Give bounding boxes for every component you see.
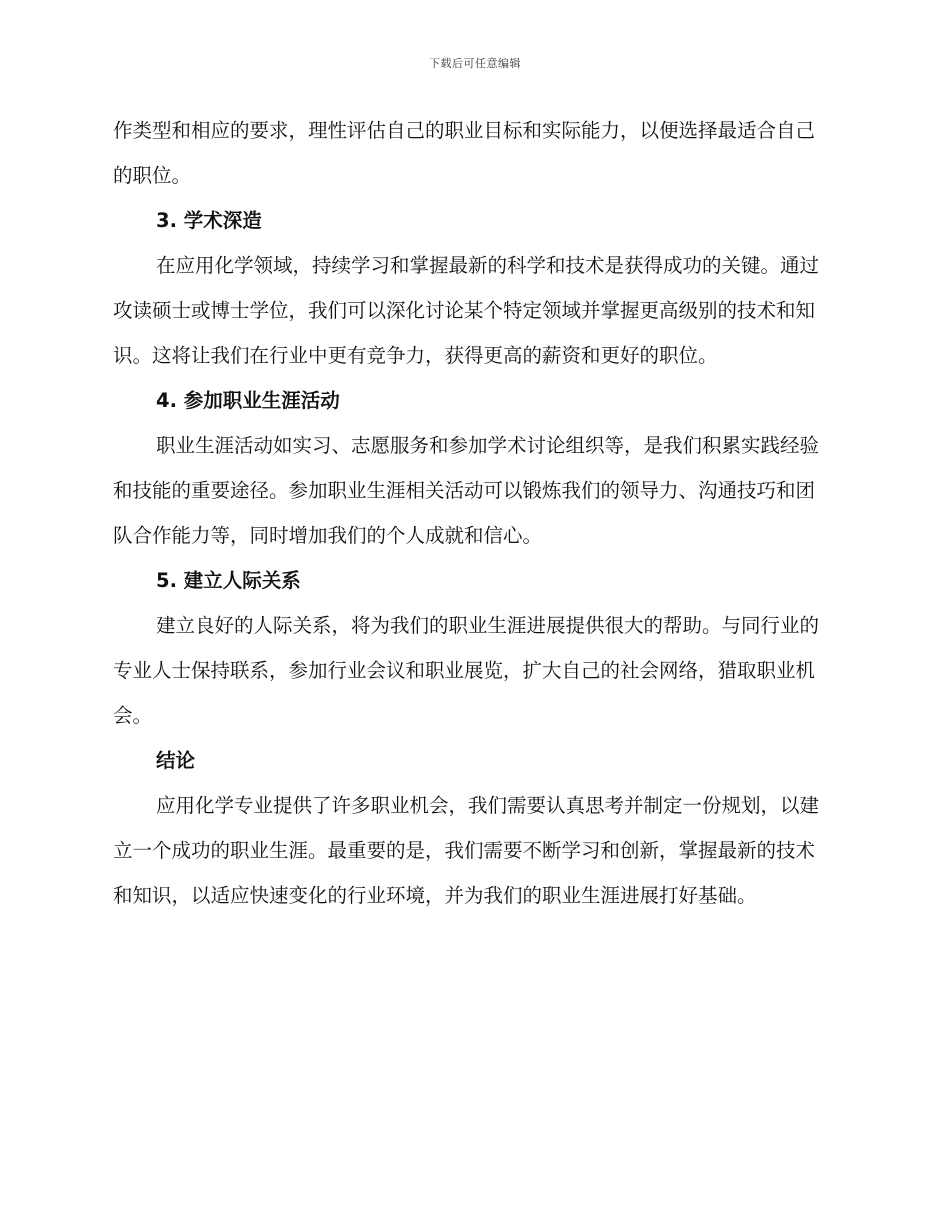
page-header: 下载后可任意编辑 [429, 57, 521, 70]
section-paragraph-career-activities: 职业生涯活动如实习、志愿服务和参加学术讨论组织等，是我们积累实践经验和技能的重要途径。参加职业生涯相关活动可以锻炼我们的领导力、沟通技巧和团队合作能力等，同时增加我们的个人成就和信心。 [113, 434, 820, 547]
section-paragraph-academic: 在应用化学领域，持续学习和掌握最新的科学和技术是获得成功的关键。通过攻读硕士或博士学位，我们可以深化讨论某个特定领域并掌握更高级别的技术和知识。这将让我们在行业中更有竞争力，获得更高的薪资和更好的职位。 [113, 254, 820, 367]
section-paragraph-conclusion: 应用化学专业提供了许多职业机会，我们需要认真思考并制定一份规划，以建立一个成功的职业生涯。最重要的是，我们需要不断学习和创新，掌握最新的技术和知识，以适应快速变化的行业环境，并为我们的职业生涯进展打好基础。 [113, 794, 820, 907]
intro-paragraph: 作类型和相应的要求，理性评估自己的职业目标和实际能力，以便选择最适合自己的职位。 [113, 119, 816, 187]
section-heading-conclusion: 结论 [156, 749, 196, 772]
section-heading-career-activities: 4. 参加职业生涯活动 [156, 389, 340, 412]
document-body [113, 108, 831, 918]
section-paragraph-relationships: 建立良好的人际关系，将为我们的职业生涯进展提供很大的帮助。与同行业的专业人士保持联系，参加行业会议和职业展览，扩大自己的社会网络，猎取职业机会。 [113, 614, 820, 727]
section-heading-relationships: 5. 建立人际关系 [156, 569, 301, 592]
section-heading-academic: 3. 学术深造 [156, 209, 262, 232]
